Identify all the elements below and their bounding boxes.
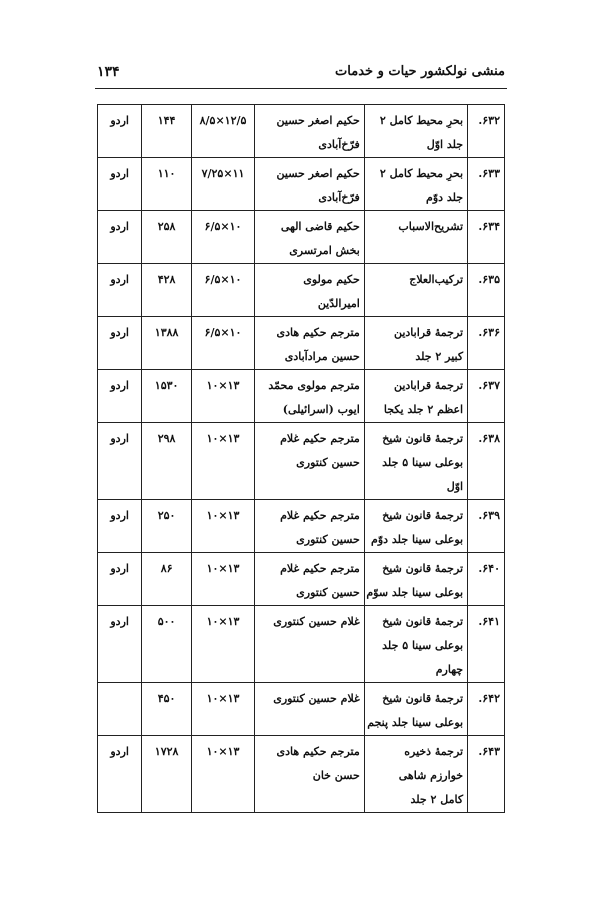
language-cell xyxy=(98,500,142,553)
table-row xyxy=(98,423,505,500)
book-title-line: کبیر ۲ جلد xyxy=(415,350,464,363)
book-title-line: بحرِ محیط کامل ۲ xyxy=(379,114,464,127)
book-title-line: جلد دوّم xyxy=(426,191,464,204)
book-title-line: بوعلی سینا ۵ جلد xyxy=(382,456,464,469)
language-cell xyxy=(98,553,142,606)
language: اردو xyxy=(110,326,129,339)
book-title-line: جلد اوّل xyxy=(426,138,464,151)
page-count: ۲۵۰ xyxy=(157,509,176,522)
book-title-line: ترجمهٔ قانون شیخ xyxy=(382,509,464,522)
author-line: مترجم مولوی محمّد xyxy=(268,379,360,392)
author-cell xyxy=(255,553,365,606)
book-title-cell xyxy=(364,736,467,813)
book-title-line: خوارزم شاهی xyxy=(398,769,464,782)
table-row xyxy=(98,370,505,423)
entry-number-cell xyxy=(468,683,505,736)
book-title-line: بوعلی سینا جلد دوّم xyxy=(371,533,464,546)
pages-cell xyxy=(142,606,192,683)
running-title: منشی نولکشور حیات و خدمات xyxy=(335,64,505,79)
pages-cell xyxy=(142,317,192,370)
size-cell xyxy=(191,553,254,606)
pages-cell xyxy=(142,500,192,553)
size-cell xyxy=(191,683,254,736)
author-line: حکیم اصغر حسین xyxy=(276,167,360,180)
pages-cell xyxy=(142,736,192,813)
author-cell xyxy=(255,370,365,423)
pages-cell xyxy=(142,105,192,158)
author-cell xyxy=(255,211,365,264)
pages-cell xyxy=(142,683,192,736)
book-title-line: ترجمهٔ قانون شیخ xyxy=(382,562,464,575)
book-title-cell xyxy=(364,500,467,553)
size-cell xyxy=(191,500,254,553)
book-title-line: بوعلی سینا جلد سوّم xyxy=(366,586,464,599)
author-line: حسین مرادآبادی xyxy=(284,350,360,363)
author-cell xyxy=(255,317,365,370)
page-count: ۱۵۳۰ xyxy=(154,379,179,392)
language: اردو xyxy=(110,220,129,233)
page-count: ۱۴۴ xyxy=(157,114,176,127)
book-title-cell xyxy=(364,606,467,683)
entry-number: ۶۳۲. xyxy=(478,114,500,127)
book-title-line: اعظم ۲ جلد یکجا xyxy=(383,403,464,416)
book-title-line: بوعلی سینا ۵ جلد xyxy=(382,639,464,652)
entry-number: ۶۳۸. xyxy=(478,432,500,445)
author-line: حسن خان xyxy=(312,769,360,782)
author-line: حکیم اصغر حسین xyxy=(276,114,360,127)
book-title-line: ترجمهٔ قرابادین xyxy=(393,326,464,339)
author-cell xyxy=(255,158,365,211)
page-count: ۱۱۰ xyxy=(157,167,176,180)
book-title-line: تشریح‌الاسباب xyxy=(398,220,464,233)
table-row xyxy=(98,500,505,553)
language-cell xyxy=(98,158,142,211)
book-title-cell xyxy=(364,553,467,606)
language-cell xyxy=(98,211,142,264)
author-line: مترجم حکیم هادی xyxy=(276,326,360,339)
language: اردو xyxy=(110,273,129,286)
entry-number: ۶۴۰. xyxy=(478,562,500,575)
size-cell xyxy=(191,370,254,423)
entry-number: ۶۴۲. xyxy=(478,692,500,705)
table-row xyxy=(98,606,505,683)
entry-number: ۶۳۳. xyxy=(478,167,500,180)
language: اردو xyxy=(110,432,129,445)
book-title-cell xyxy=(364,370,467,423)
size-cell xyxy=(191,736,254,813)
author-line: مترجم حکیم غلام xyxy=(280,509,360,522)
catalog-body xyxy=(98,105,505,813)
table-row xyxy=(98,105,505,158)
language-cell xyxy=(98,105,142,158)
table-row xyxy=(98,683,505,736)
entry-number-cell xyxy=(468,736,505,813)
book-size: ۱۳×۱۰ xyxy=(206,432,240,445)
book-size: ۱۰×۶/۵ xyxy=(204,273,242,286)
language: اردو xyxy=(110,114,129,127)
entry-number: ۶۳۷. xyxy=(478,379,500,392)
pages-cell xyxy=(142,158,192,211)
size-cell xyxy=(191,606,254,683)
language-cell xyxy=(98,423,142,500)
entry-number-cell xyxy=(468,264,505,317)
author-line: حکیم مولوی xyxy=(303,273,360,286)
language-cell xyxy=(98,606,142,683)
book-title-cell xyxy=(364,423,467,500)
author-cell xyxy=(255,606,365,683)
author-line: حکیم قاضی الهی xyxy=(280,220,360,233)
book-title-cell xyxy=(364,105,467,158)
entry-number: ۶۳۹. xyxy=(478,509,500,522)
language-cell xyxy=(98,370,142,423)
entry-number: ۶۴۱. xyxy=(478,615,500,628)
author-line: حسین کنتوری xyxy=(296,586,360,599)
book-size: ۱۳×۱۰ xyxy=(206,615,240,628)
author-line: مترجم حکیم هادی xyxy=(276,745,360,758)
book-size: ۱۳×۱۰ xyxy=(206,692,240,705)
book-size: ۱۰×۶/۵ xyxy=(204,220,242,233)
book-title-line: ترجمهٔ قانون شیخ xyxy=(382,692,464,705)
pages-cell xyxy=(142,211,192,264)
entry-number: ۶۳۵. xyxy=(478,273,500,286)
book-title-line: ترجمهٔ ذخیره xyxy=(404,745,464,758)
language-cell xyxy=(98,264,142,317)
entry-number-cell xyxy=(468,553,505,606)
page-count: ۲۹۸ xyxy=(157,432,176,445)
entry-number-cell xyxy=(468,370,505,423)
size-cell xyxy=(191,105,254,158)
book-size: ۱۳×۱۰ xyxy=(206,509,240,522)
page-count: ۵۰۰ xyxy=(157,615,176,628)
page-count: ۸۶ xyxy=(160,562,173,575)
entry-number-cell xyxy=(468,606,505,683)
book-title-line: ترجمهٔ قرابادین xyxy=(393,379,464,392)
table-row xyxy=(98,264,505,317)
table-row xyxy=(98,553,505,606)
language: اردو xyxy=(110,745,129,758)
language: اردو xyxy=(110,562,129,575)
author-line: فرّخ‌آبادی xyxy=(318,191,360,204)
table-row xyxy=(98,317,505,370)
entry-number-cell xyxy=(468,317,505,370)
page-count: ۲۵۸ xyxy=(157,220,176,233)
page-number: ۱۳۴ xyxy=(97,64,120,80)
author-line: حسین کنتوری xyxy=(296,533,360,546)
size-cell xyxy=(191,317,254,370)
entry-number-cell xyxy=(468,423,505,500)
book-size: ۱۳×۱۰ xyxy=(206,745,240,758)
language-cell xyxy=(98,736,142,813)
book-title-line: کامل ۲ جلد xyxy=(410,793,464,806)
author-line: ایوب (اسرائیلی) xyxy=(282,403,360,416)
language: اردو xyxy=(110,379,129,392)
entry-number: ۶۳۴. xyxy=(478,220,500,233)
size-cell xyxy=(191,158,254,211)
book-title-cell xyxy=(364,211,467,264)
book-size: ۱۱×۷/۲۵ xyxy=(201,167,245,180)
table-row xyxy=(98,158,505,211)
book-size: ۱۳×۱۰ xyxy=(206,379,240,392)
author-line: بخش امرتسری xyxy=(289,244,360,257)
language: اردو xyxy=(110,167,129,180)
author-cell xyxy=(255,683,365,736)
table-row xyxy=(98,736,505,813)
size-cell xyxy=(191,264,254,317)
language: اردو xyxy=(110,615,129,628)
author-line: امیرالدّین xyxy=(317,297,360,310)
author-cell xyxy=(255,264,365,317)
author-cell xyxy=(255,736,365,813)
book-size: ۱۲/۵×۸/۵ xyxy=(199,114,247,127)
author-line: مترجم حکیم غلام xyxy=(280,432,360,445)
author-line: مترجم حکیم غلام xyxy=(280,562,360,575)
page-count: ۱۳۸۸ xyxy=(154,326,179,339)
author-line: حسین کنتوری xyxy=(296,456,360,469)
book-title-line: ترجمهٔ قانون شیخ xyxy=(382,615,464,628)
book-size: ۱۰×۶/۵ xyxy=(204,326,242,339)
book-title-cell xyxy=(364,158,467,211)
author-cell xyxy=(255,105,365,158)
author-line: فرّخ‌آبادی xyxy=(318,138,360,151)
book-size: ۱۳×۱۰ xyxy=(206,562,240,575)
page-count: ۴۲۸ xyxy=(157,273,176,286)
book-title-line: اوّل xyxy=(446,480,464,493)
book-title-line: چهارم xyxy=(435,663,464,676)
catalog-table xyxy=(97,104,505,813)
book-title-line: بوعلی سینا جلد پنجم xyxy=(367,716,464,729)
entry-number-cell xyxy=(468,500,505,553)
size-cell xyxy=(191,423,254,500)
book-title-cell xyxy=(364,264,467,317)
entry-number: ۶۳۶. xyxy=(478,326,500,339)
author-cell xyxy=(255,500,365,553)
book-title-cell xyxy=(364,317,467,370)
language: اردو xyxy=(110,509,129,522)
size-cell xyxy=(191,211,254,264)
page-count: ۱۷۲۸ xyxy=(154,745,179,758)
entry-number-cell xyxy=(468,105,505,158)
language-cell xyxy=(98,683,142,736)
author-cell xyxy=(255,423,365,500)
entry-number-cell xyxy=(468,158,505,211)
pages-cell xyxy=(142,553,192,606)
book-title-line: بحرِ محیط کامل ۲ xyxy=(379,167,464,180)
table-row xyxy=(98,211,505,264)
book-title-line: ترکیب‌العلاج xyxy=(409,273,464,286)
language-cell xyxy=(98,317,142,370)
pages-cell xyxy=(142,423,192,500)
book-title-cell xyxy=(364,683,467,736)
entry-number-cell xyxy=(468,211,505,264)
book-title-line: ترجمهٔ قانون شیخ xyxy=(382,432,464,445)
page-count: ۴۵۰ xyxy=(157,692,176,705)
entry-number: ۶۴۳. xyxy=(478,745,500,758)
author-line: غلام حسین کنتوری xyxy=(273,692,360,705)
page-header xyxy=(95,62,507,89)
pages-cell xyxy=(142,370,192,423)
pages-cell xyxy=(142,264,192,317)
author-line: غلام حسین کنتوری xyxy=(273,615,360,628)
